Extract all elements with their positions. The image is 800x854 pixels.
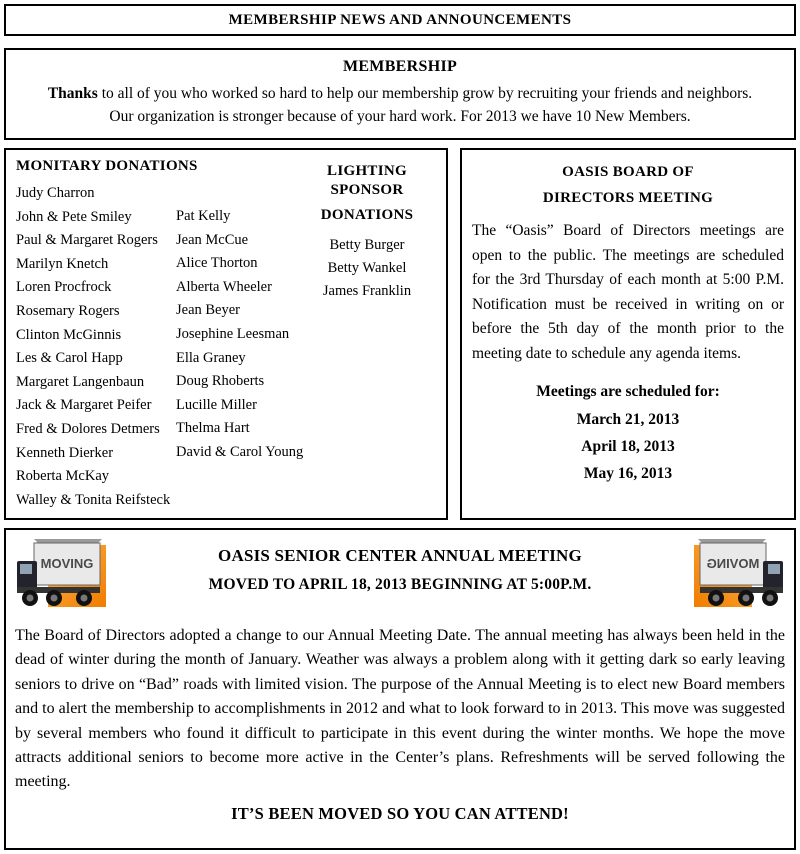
donor-name: Thelma Hart [176, 420, 250, 437]
meeting-date: April 18, 2013 [581, 437, 675, 455]
annual-meeting-section [4, 528, 796, 850]
donor-name: Alice Thorton [176, 255, 258, 272]
board-meeting-body: The “Oasis” Board of Directors meetings are open to the public. The meetings are scheduled for the 3rd Thursday of each month at 5:00 P.M. Notification must be received in writing on or before the 5th day of the month prior to the meeting date to schedule any agenda items. [472, 222, 784, 362]
donor-name: Rosemary Rogers [16, 302, 120, 319]
lighting-heading-line3: DONATIONS [320, 207, 414, 223]
lighting-sponsor-names [296, 234, 438, 303]
truck-label-text: MOVING [706, 556, 760, 571]
donor-name: David & Carol Young [176, 443, 304, 460]
page-banner [4, 4, 796, 36]
membership-section [4, 48, 796, 140]
donor-name: Fred & Dolores Detmers [16, 420, 160, 437]
sponsor-name: Betty Burger [329, 237, 405, 253]
membership-body-line1 [20, 82, 780, 105]
donor-name: Alberta Wheeler [176, 278, 272, 295]
lighting-heading-line2: SPONSOR [330, 182, 404, 198]
board-heading-line2: DIRECTORS MEETING [542, 190, 714, 206]
page-title: MEMBERSHIP NEWS AND ANNOUNCEMENTS [228, 11, 572, 28]
moving-truck-icon [14, 535, 110, 618]
membership-body-line2: Our organization is stronger because of your hard work. For 2013 we have 10 New Members. [109, 108, 691, 125]
board-meeting-dates [462, 406, 794, 487]
donor-list-column1 [16, 182, 170, 512]
membership-body-line1-rest: to all of you who worked so hard to help our membership grow by recruiting your friends and neighbors. [97, 85, 753, 102]
donor-name: Jean McCue [176, 231, 249, 248]
meeting-date: March 21, 2013 [576, 410, 680, 428]
donor-name: Les & Carol Happ [16, 350, 123, 367]
donor-name: Lucille Miller [176, 396, 257, 413]
donor-name: Josephine Leesman [176, 325, 290, 342]
donor-list-column2 [176, 205, 303, 465]
donor-name: Judy Charron [16, 185, 95, 201]
board-heading-line1: OASIS BOARD OF [562, 164, 694, 180]
lighting-sponsor-section [296, 162, 438, 303]
lighting-heading-line1: LIGHTING [327, 163, 407, 179]
annual-meeting-body: The Board of Directors adopted a change to our Annual Meeting Date. The annual meeting has always been held in the dead of winter during the month of January. Weather was always a problem along with it getting dark so early leaving seniors to drive on “Bad” roads with limited vision. The purpose of the Annual Meeting is to elect new Board members and to alert the membership to accomplishments in 2012 and what to look forward to in 2013. This move was suggested by several members who found it difficult to participate in this event during the winter months. We hope the move attracts additional seniors to become more active in the Center’s plans. Refreshments will be served following the meeting. [15, 627, 785, 791]
lighting-sponsor-heading [296, 162, 438, 225]
donor-name: Pat Kelly [176, 208, 231, 224]
donor-name: Walley & Tonita Reifsteck [16, 491, 171, 508]
donor-name: Marilyn Knetch [16, 255, 109, 272]
membership-heading: MEMBERSHIP [342, 58, 458, 75]
moving-truck-icon [690, 535, 786, 618]
donor-name: Clinton McGinnis [16, 326, 122, 343]
meeting-date: May 16, 2013 [583, 464, 673, 482]
membership-thanks-word: Thanks [47, 85, 98, 102]
donor-name: Kenneth Dierker [16, 444, 114, 461]
donor-name: Margaret Langenbaun [16, 373, 145, 390]
donor-name: Loren Procfrock [16, 279, 112, 296]
donor-name: Ella Graney [176, 349, 246, 366]
monetary-donations-section [4, 148, 448, 520]
annual-meeting-closing: IT’S BEEN MOVED SO YOU CAN ATTEND! [231, 803, 569, 823]
membership-body [6, 82, 794, 128]
truck-label-text: MOVING [40, 556, 94, 571]
board-meeting-heading [462, 150, 794, 211]
board-meeting-section [460, 148, 796, 520]
sponsor-name: Betty Wankel [327, 260, 407, 276]
donor-name: Roberta McKay [16, 468, 110, 485]
donor-name: Doug Rhoberts [176, 373, 265, 390]
annual-meeting-title: OASIS SENIOR CENTER ANNUAL MEETING [218, 546, 582, 565]
monetary-donations-heading: MONITARY DONATIONS [16, 158, 198, 174]
donor-name: Jack & Margaret Peifer [16, 397, 152, 414]
donor-name: John & Pete Smiley [16, 208, 132, 225]
sponsor-name: James Franklin [322, 283, 412, 299]
donor-name: Jean Beyer [176, 302, 241, 319]
annual-meeting-subtitle: MOVED TO APRIL 18, 2013 BEGINNING AT 5:00P.M. [208, 576, 592, 593]
board-schedule-heading: Meetings are scheduled for: [536, 382, 720, 400]
donor-name: Paul & Margaret Rogers [16, 232, 158, 249]
